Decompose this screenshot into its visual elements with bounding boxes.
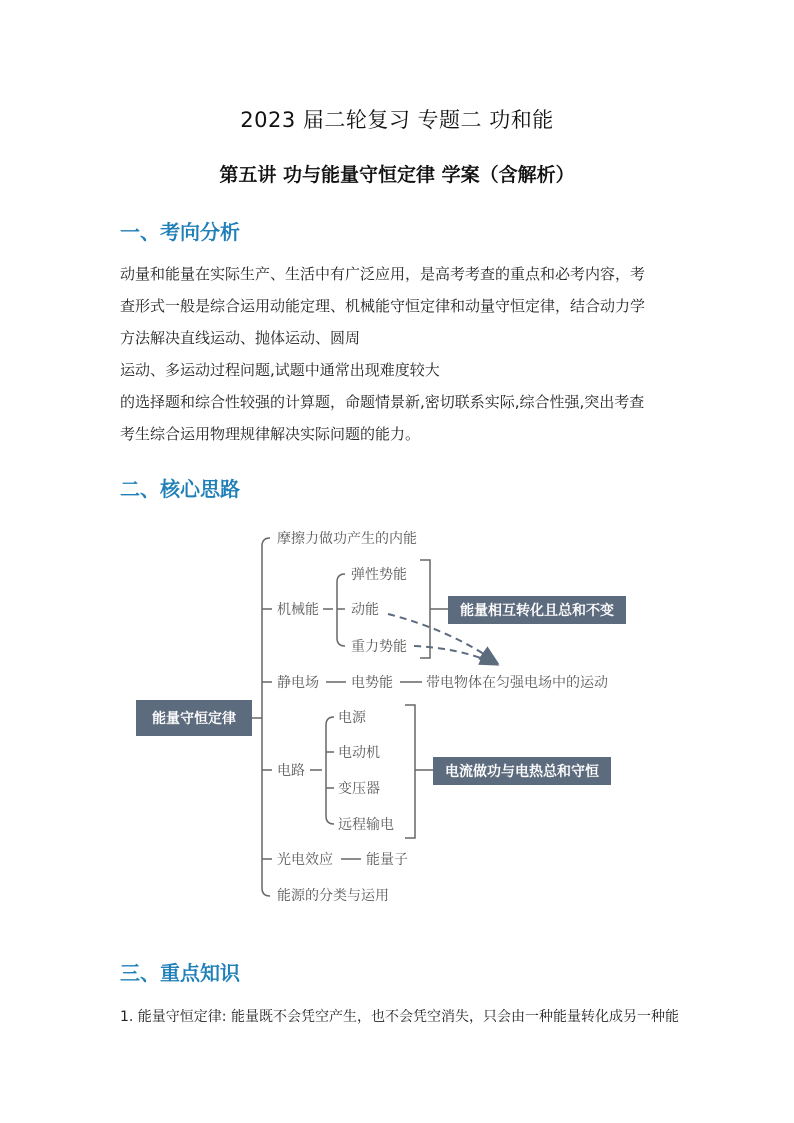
leaf-power-source: 电源 [338, 710, 366, 726]
document-title: 2023 届二轮复习 专题二 功和能 [240, 108, 554, 132]
paragraph-line: 方法解决直线运动、抛体运动、圆周 [120, 329, 361, 347]
branch-energy-use: 能源的分类与运用 [277, 888, 389, 904]
paragraph-line: 运动、多运动过程问题,试题中通常出现难度较大 [120, 361, 440, 379]
section-heading-analysis: 一、考向分析 [120, 220, 240, 244]
leaf-motor: 电动机 [338, 745, 380, 761]
leaf-quantum: 能量子 [366, 852, 408, 868]
section-heading-key-knowledge: 三、重点知识 [120, 961, 240, 985]
leaf-gravity-pe: 重力势能 [351, 639, 407, 655]
root-label: 能量守恒定律 [152, 711, 236, 727]
leaf-elastic-pe: 弹性势能 [351, 567, 407, 583]
branch-mechanical: 机械能 [277, 602, 319, 618]
knowledge-point-1: 1. 能量守恒定律: 能量既不会凭空产生，也不会凭空消失，只会由一种能量转化成另一种能 [120, 1009, 679, 1025]
document-subtitle: 第五讲 功与能量守恒定律 学案（含解析） [219, 164, 575, 186]
leaf-charged-motion: 带电物体在匀强电场中的运动 [426, 675, 608, 691]
paragraph-line: 的选择题和综合性较强的计算题，命题情景新,密切联系实际,综合性强,突出考查 [120, 393, 645, 411]
mechanical-summary-label: 能量相互转化且总和不变 [460, 603, 614, 619]
paragraph-line: 动量和能量在实际生产、生活中有广泛应用，是高考考查的重点和必考内容，考 [120, 265, 646, 283]
leaf-electric-pe: 电势能 [351, 675, 393, 691]
gravity-arrow [414, 646, 496, 664]
leaf-transformer: 变压器 [338, 781, 380, 797]
mechanical-brace [337, 574, 345, 646]
branch-circuit: 电路 [277, 763, 305, 779]
circuit-brace [326, 717, 334, 824]
branch-static-field: 静电场 [277, 675, 319, 691]
circuit-right-bracket [405, 705, 415, 838]
mechanical-right-bracket [420, 560, 430, 658]
leaf-kinetic: 动能 [351, 602, 379, 618]
paragraph-line: 查形式一般是综合运用动能定理、机械能守恒定律和动量守恒定律，结合动力学 [120, 297, 646, 315]
paragraph-line: 考生综合运用物理规律解决实际问题的能力。 [120, 425, 421, 443]
branch-friction: 摩擦力做功产生的内能 [277, 531, 417, 547]
circuit-summary-label: 电流做功与电热总和守恒 [445, 764, 599, 780]
section-heading-core-ideas: 二、核心思路 [120, 477, 240, 501]
leaf-transmission: 远程输电 [338, 817, 394, 833]
branch-photoelectric: 光电效应 [277, 852, 333, 868]
main-brace [262, 538, 270, 896]
